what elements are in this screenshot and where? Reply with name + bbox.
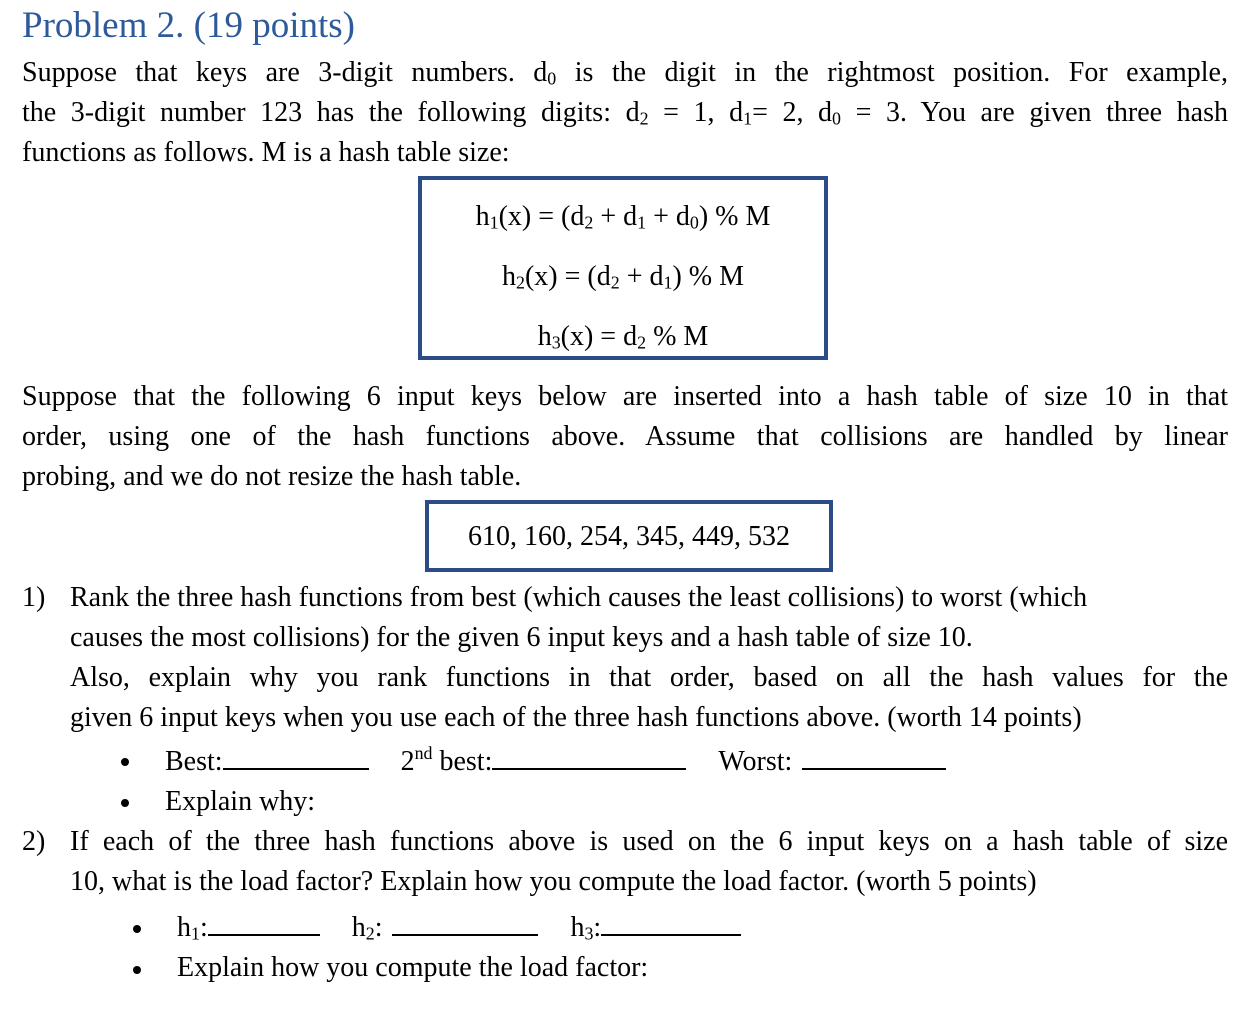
formula-h2: $h_2(x) = (d_2 + d_1)$ % M — [502, 261, 744, 293]
intro-line-2: the 3-digit number 123 has the following digits: $d_2 = 1$, $d_1= 2$, $d_0 = 3$. You are given three hash — [22, 97, 1228, 129]
h3-label: $h_3$: — [570, 912, 602, 944]
q1-line-1: Rank the three hash functions from best (which causes the least collisions) to worst (which — [70, 582, 1088, 613]
bullet-dot — [121, 758, 129, 766]
q2-explain-label: Explain how you compute the load factor: — [177, 952, 649, 983]
q2-number: 2) — [22, 826, 46, 857]
problem-title: Problem 2. (19 points) — [22, 5, 355, 46]
q2-text — [70, 822, 1228, 902]
formula-h1: $h_1(x) = (d_2 + d_1 + d_0)$ % M — [475, 201, 771, 233]
setup-line-3: probing, and we do not resize the hash table. — [22, 461, 522, 492]
intro-line-3: functions as follows. M is a hash table size: — [22, 137, 510, 168]
setup-paragraph — [22, 377, 1228, 497]
h1-load-factor-blank[interactable] — [208, 906, 320, 936]
input-keys: 610, 160, 254, 345, 449, 532 — [468, 521, 790, 552]
hash-functions-box — [418, 176, 828, 360]
bullet-dot — [133, 925, 141, 933]
bullet-dot — [121, 799, 129, 807]
setup-line-1: Suppose that the following 6 input keys below are inserted into a hash table of size 10 in that — [22, 381, 1228, 412]
q1-number: 1) — [22, 582, 46, 613]
q1-line-4: given 6 input keys when you use each of the three hash functions above. (worth 14 points) — [70, 702, 1082, 733]
intro-line-1: Suppose that keys are 3-digit numbers. $d_0$ is the digit in the rightmost position. For example, — [22, 57, 1228, 89]
formula-h3: $h_3(x) = d_2$ % M — [537, 321, 709, 353]
best-answer-blank[interactable] — [223, 740, 369, 770]
h3-load-factor-blank[interactable] — [601, 906, 741, 936]
best-label: Best: — [165, 746, 223, 777]
bullet-dot — [133, 966, 141, 974]
setup-line-2: order, using one of the hash functions above. Assume that collisions are handled by linear — [22, 421, 1228, 452]
q1-ranking-row — [165, 740, 946, 782]
worst-label: Worst: — [718, 746, 793, 777]
input-keys-box — [425, 500, 833, 572]
q2-line-2: 10, what is the load factor? Explain how you compute the load factor. (worth 5 points) — [70, 866, 1037, 897]
q2-load-factor-row — [177, 906, 741, 948]
q1-explain-label: Explain why: — [165, 786, 316, 817]
worst-answer-blank[interactable] — [802, 740, 946, 770]
q1-line-2: causes the most collisions) for the given 6 input keys and a hash table of size 10. — [70, 622, 973, 653]
q1-line-3: Also, explain why you rank functions in that order, based on all the hash values for the — [70, 662, 1228, 693]
second-best-answer-blank[interactable] — [492, 740, 686, 770]
h2-label: $h_2$: — [351, 912, 383, 944]
q1-text — [70, 578, 1228, 738]
intro-paragraph — [22, 53, 1228, 173]
h2-load-factor-blank[interactable] — [392, 906, 538, 936]
second-best-label: 2nd best: — [400, 742, 493, 777]
q2-line-1: If each of the three hash functions above is used on the 6 input keys on a hash table of size — [70, 826, 1228, 857]
h1-label: $h_1$: — [177, 912, 208, 944]
